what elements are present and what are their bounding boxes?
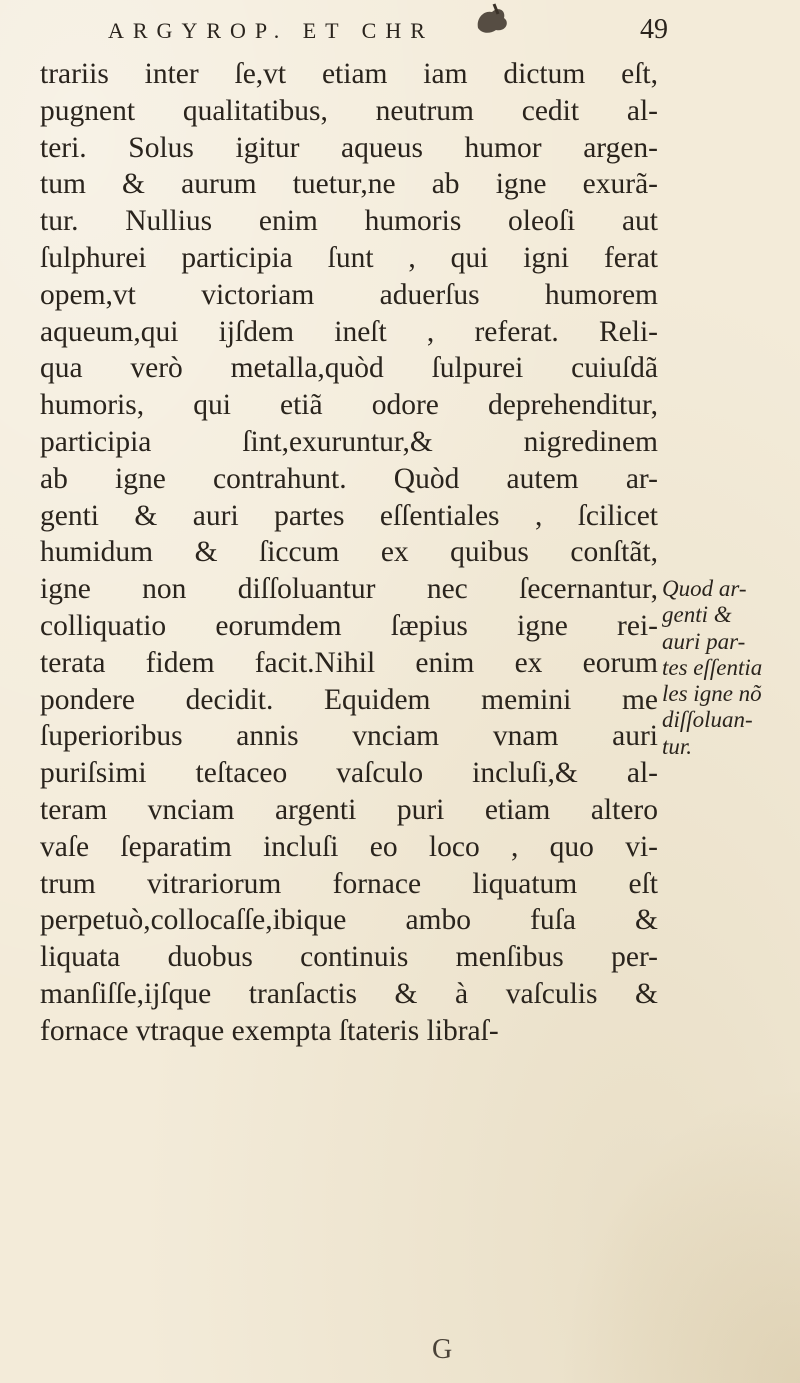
text-line: tur. Nullius enim humoris oleoſi aut [40, 205, 658, 238]
marginal-line: Quod ar- [662, 576, 747, 601]
marginal-line: diſſoluan- [662, 707, 753, 733]
text-line: pugnent qualitatibus, neutrum cedit al- [40, 94, 658, 127]
paper-stain [540, 1063, 800, 1383]
text-line: teri. Solus igitur aqueus humor argen- [40, 131, 658, 164]
text-line: humidum & ſiccum ex quibus conſtãt, [40, 536, 658, 569]
ink-blot-icon [472, 0, 512, 36]
catchword: G [432, 1334, 453, 1365]
text-line: humoris, qui etiã odore deprehenditur, [40, 389, 658, 422]
text-line: fornace vtraque exempta ſtateris libraſ- [40, 1014, 499, 1047]
marginal-line: les igne nõ [662, 681, 762, 707]
text-line: participia ſint,exuruntur,& nigredinem [40, 425, 658, 458]
text-line: tum & aurum tuetur,ne ab igne exurã- [40, 168, 658, 201]
marginal-line: genti & [662, 602, 732, 628]
page-number: 49 [640, 14, 668, 45]
text-line: ſulphurei participia ſunt , qui igni ferat [40, 241, 658, 274]
text-line: colliquatio eorumdem ſæpius igne rei- [40, 609, 658, 642]
text-line: teram vnciam argenti puri etiam altero [40, 793, 658, 826]
main-text [40, 56, 658, 1050]
running-head-title: ARGYROP. ET CHR [108, 18, 434, 43]
marginal-line: tes eſſentia [662, 654, 763, 680]
text-line: manſiſſe,ijſque tranſactis & à vaſculis & [40, 977, 658, 1010]
text-line: igne non diſſoluantur nec ſecernantur, [40, 573, 658, 606]
text-line: aqueum,qui ijſdem ineſt , referat. Reli- [40, 315, 658, 348]
text-line: ſuperioribus annis vnciam vnam auri [40, 720, 658, 753]
marginal-note [662, 576, 800, 760]
text-line: perpetuò,collocaſſe,ibique ambo fuſa & [40, 904, 658, 937]
text-line: terata fidem facit.Nihil enim ex eorum [40, 646, 658, 679]
text-line: ab igne contrahunt. Quòd autem ar- [40, 462, 658, 495]
text-line: trariis inter ſe,vt etiam iam dictum eſt, [40, 58, 658, 90]
text-line: trum vitrariorum fornace liquatum eſt [40, 867, 658, 900]
text-line: pondere decidit. Equidem memini me [40, 683, 658, 716]
running-head [108, 14, 668, 54]
text-line: vaſe ſeparatim incluſi eo loco , quo vi- [40, 830, 658, 863]
marginal-line: auri par- [662, 628, 746, 654]
text-line: qua verò metalla,quòd ſulpurei cuiuſdã [40, 352, 658, 385]
marginal-line: tur. [662, 733, 693, 759]
text-line: opem,vt victoriam aduerſus humorem [40, 278, 658, 311]
text-line: liquata duobus continuis menſibus per- [40, 941, 658, 974]
text-line: puriſsimi teſtaceo vaſculo incluſi,& al- [40, 757, 658, 790]
text-line: genti & auri partes eſſentiales , ſcilicet [40, 499, 658, 532]
